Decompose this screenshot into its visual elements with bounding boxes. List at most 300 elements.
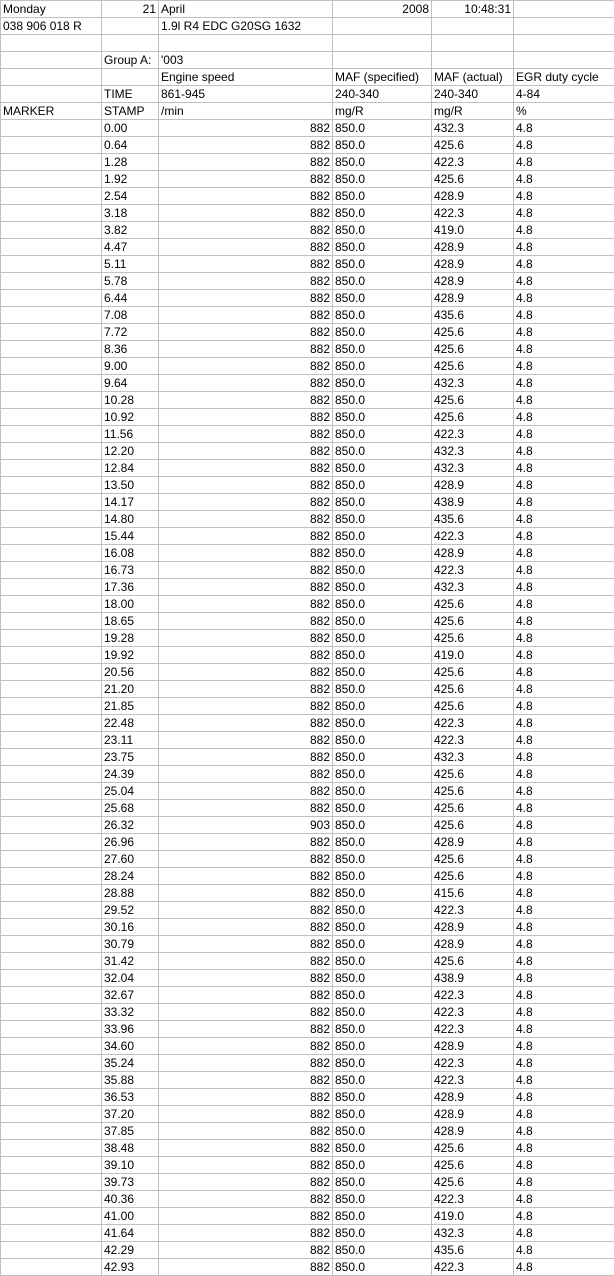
time-stamp-cell[interactable]: 30.16 <box>102 919 159 936</box>
egr-duty-cell[interactable]: 4.8 <box>514 783 614 800</box>
maf-actual-cell[interactable]: 428.9 <box>432 834 514 851</box>
column-name-cell[interactable]: MAF (specified) <box>333 69 432 86</box>
engine-speed-cell[interactable]: 882 <box>159 579 333 596</box>
maf-specified-cell[interactable]: 850.0 <box>333 1055 432 1072</box>
part-number-cell[interactable]: 038 906 018 R <box>1 18 102 35</box>
maf-actual-cell[interactable]: 435.6 <box>432 511 514 528</box>
marker-cell[interactable] <box>1 1259 102 1276</box>
time-stamp-cell[interactable]: 41.64 <box>102 1225 159 1242</box>
marker-cell[interactable] <box>1 154 102 171</box>
marker-cell[interactable] <box>1 137 102 154</box>
time-stamp-cell[interactable]: 12.84 <box>102 460 159 477</box>
empty-cell[interactable] <box>432 18 514 35</box>
engine-speed-cell[interactable]: 882 <box>159 766 333 783</box>
egr-duty-cell[interactable]: 4.8 <box>514 154 614 171</box>
egr-duty-cell[interactable]: 4.8 <box>514 477 614 494</box>
marker-cell[interactable] <box>1 460 102 477</box>
egr-duty-cell[interactable]: 4.8 <box>514 426 614 443</box>
marker-cell[interactable] <box>1 698 102 715</box>
marker-cell[interactable] <box>1 715 102 732</box>
engine-speed-cell[interactable]: 882 <box>159 511 333 528</box>
maf-actual-cell[interactable]: 432.3 <box>432 375 514 392</box>
time-stamp-cell[interactable]: 25.04 <box>102 783 159 800</box>
engine-speed-cell[interactable]: 882 <box>159 477 333 494</box>
maf-actual-cell[interactable]: 425.6 <box>432 596 514 613</box>
maf-specified-cell[interactable]: 850.0 <box>333 970 432 987</box>
empty-cell[interactable] <box>432 52 514 69</box>
time-stamp-cell[interactable]: 35.88 <box>102 1072 159 1089</box>
maf-actual-cell[interactable]: 422.3 <box>432 562 514 579</box>
egr-duty-cell[interactable]: 4.8 <box>514 324 614 341</box>
date-cell[interactable]: 21 <box>102 1 159 18</box>
time-stamp-cell[interactable]: 33.32 <box>102 1004 159 1021</box>
engine-speed-cell[interactable]: 882 <box>159 953 333 970</box>
maf-actual-cell[interactable]: 435.6 <box>432 307 514 324</box>
maf-actual-cell[interactable]: 425.6 <box>432 409 514 426</box>
maf-specified-cell[interactable]: 850.0 <box>333 1191 432 1208</box>
maf-actual-cell[interactable]: 435.6 <box>432 1242 514 1259</box>
group-label-cell[interactable]: Group A: <box>102 52 159 69</box>
egr-duty-cell[interactable]: 4.8 <box>514 392 614 409</box>
engine-speed-cell[interactable]: 882 <box>159 732 333 749</box>
engine-speed-cell[interactable]: 882 <box>159 205 333 222</box>
maf-specified-cell[interactable]: 850.0 <box>333 171 432 188</box>
egr-duty-cell[interactable]: 4.8 <box>514 647 614 664</box>
egr-duty-cell[interactable]: 4.8 <box>514 443 614 460</box>
egr-duty-cell[interactable]: 4.8 <box>514 800 614 817</box>
marker-cell[interactable] <box>1 919 102 936</box>
egr-duty-cell[interactable]: 4.8 <box>514 1106 614 1123</box>
maf-actual-cell[interactable]: 422.3 <box>432 205 514 222</box>
empty-cell[interactable] <box>333 18 432 35</box>
column-range-cell[interactable]: TIME <box>102 86 159 103</box>
marker-cell[interactable] <box>1 239 102 256</box>
maf-specified-cell[interactable]: 850.0 <box>333 1004 432 1021</box>
time-stamp-cell[interactable]: 20.56 <box>102 664 159 681</box>
engine-speed-cell[interactable]: 882 <box>159 137 333 154</box>
engine-speed-cell[interactable]: 882 <box>159 1225 333 1242</box>
empty-cell[interactable] <box>102 35 159 52</box>
maf-specified-cell[interactable]: 850.0 <box>333 749 432 766</box>
engine-speed-cell[interactable]: 882 <box>159 681 333 698</box>
marker-cell[interactable] <box>1 851 102 868</box>
engine-speed-cell[interactable]: 882 <box>159 562 333 579</box>
group-value-cell[interactable]: '003 <box>159 52 333 69</box>
marker-cell[interactable] <box>1 987 102 1004</box>
column-name-cell[interactable]: Engine speed <box>159 69 333 86</box>
engine-speed-cell[interactable]: 882 <box>159 1123 333 1140</box>
egr-duty-cell[interactable]: 4.8 <box>514 1208 614 1225</box>
time-stamp-cell[interactable]: 23.75 <box>102 749 159 766</box>
maf-actual-cell[interactable]: 428.9 <box>432 936 514 953</box>
engine-speed-cell[interactable]: 882 <box>159 970 333 987</box>
engine-speed-cell[interactable]: 882 <box>159 290 333 307</box>
maf-actual-cell[interactable]: 425.6 <box>432 766 514 783</box>
engine-speed-cell[interactable]: 882 <box>159 273 333 290</box>
maf-actual-cell[interactable]: 425.6 <box>432 1157 514 1174</box>
empty-cell[interactable] <box>1 52 102 69</box>
egr-duty-cell[interactable]: 4.8 <box>514 1072 614 1089</box>
time-stamp-cell[interactable]: 33.96 <box>102 1021 159 1038</box>
maf-actual-cell[interactable]: 425.6 <box>432 324 514 341</box>
egr-duty-cell[interactable]: 4.8 <box>514 545 614 562</box>
time-stamp-cell[interactable]: 21.85 <box>102 698 159 715</box>
maf-actual-cell[interactable]: 425.6 <box>432 681 514 698</box>
maf-specified-cell[interactable]: 850.0 <box>333 358 432 375</box>
engine-speed-cell[interactable]: 882 <box>159 1089 333 1106</box>
time-stamp-cell[interactable]: 3.82 <box>102 222 159 239</box>
time-stamp-cell[interactable]: 39.73 <box>102 1174 159 1191</box>
egr-duty-cell[interactable]: 4.8 <box>514 919 614 936</box>
time-stamp-cell[interactable]: 15.44 <box>102 528 159 545</box>
marker-cell[interactable] <box>1 375 102 392</box>
maf-actual-cell[interactable]: 425.6 <box>432 800 514 817</box>
marker-cell[interactable] <box>1 426 102 443</box>
day-cell[interactable]: Monday <box>1 1 102 18</box>
maf-actual-cell[interactable]: 425.6 <box>432 1174 514 1191</box>
marker-cell[interactable] <box>1 749 102 766</box>
engine-speed-cell[interactable]: 882 <box>159 1140 333 1157</box>
time-stamp-cell[interactable]: 14.80 <box>102 511 159 528</box>
egr-duty-cell[interactable]: 4.8 <box>514 698 614 715</box>
time-stamp-cell[interactable]: 23.11 <box>102 732 159 749</box>
marker-cell[interactable] <box>1 188 102 205</box>
maf-specified-cell[interactable]: 850.0 <box>333 936 432 953</box>
maf-specified-cell[interactable]: 850.0 <box>333 613 432 630</box>
engine-speed-cell[interactable]: 882 <box>159 868 333 885</box>
marker-cell[interactable] <box>1 953 102 970</box>
egr-duty-cell[interactable]: 4.8 <box>514 120 614 137</box>
marker-cell[interactable] <box>1 443 102 460</box>
engine-speed-cell[interactable]: 882 <box>159 494 333 511</box>
marker-cell[interactable] <box>1 1038 102 1055</box>
egr-duty-cell[interactable]: 4.8 <box>514 273 614 290</box>
maf-specified-cell[interactable]: 850.0 <box>333 647 432 664</box>
engine-speed-cell[interactable]: 882 <box>159 409 333 426</box>
marker-cell[interactable] <box>1 562 102 579</box>
egr-duty-cell[interactable]: 4.8 <box>514 137 614 154</box>
engine-speed-cell[interactable]: 882 <box>159 596 333 613</box>
maf-actual-cell[interactable]: 419.0 <box>432 647 514 664</box>
marker-cell[interactable] <box>1 868 102 885</box>
maf-actual-cell[interactable]: 428.9 <box>432 273 514 290</box>
engine-speed-cell[interactable]: 882 <box>159 239 333 256</box>
engine-speed-cell[interactable]: 882 <box>159 800 333 817</box>
time-stamp-cell[interactable]: 16.73 <box>102 562 159 579</box>
engine-speed-cell[interactable]: 882 <box>159 1106 333 1123</box>
time-stamp-cell[interactable]: 12.20 <box>102 443 159 460</box>
engine-speed-cell[interactable]: 882 <box>159 1157 333 1174</box>
maf-actual-cell[interactable]: 422.3 <box>432 528 514 545</box>
time-stamp-cell[interactable]: 19.92 <box>102 647 159 664</box>
time-stamp-cell[interactable]: 14.17 <box>102 494 159 511</box>
empty-cell[interactable] <box>514 1 614 18</box>
maf-actual-cell[interactable]: 428.9 <box>432 239 514 256</box>
marker-cell[interactable] <box>1 902 102 919</box>
maf-specified-cell[interactable]: 850.0 <box>333 715 432 732</box>
time-stamp-cell[interactable]: 42.93 <box>102 1259 159 1276</box>
maf-specified-cell[interactable]: 850.0 <box>333 953 432 970</box>
maf-actual-cell[interactable]: 422.3 <box>432 1191 514 1208</box>
time-stamp-cell[interactable]: 34.60 <box>102 1038 159 1055</box>
marker-cell[interactable] <box>1 1055 102 1072</box>
egr-duty-cell[interactable]: 4.8 <box>514 613 614 630</box>
time-stamp-cell[interactable]: 27.60 <box>102 851 159 868</box>
maf-specified-cell[interactable]: 850.0 <box>333 1259 432 1276</box>
maf-specified-cell[interactable]: 850.0 <box>333 1140 432 1157</box>
engine-speed-cell[interactable]: 882 <box>159 154 333 171</box>
maf-specified-cell[interactable]: 850.0 <box>333 1106 432 1123</box>
maf-specified-cell[interactable]: 850.0 <box>333 1208 432 1225</box>
maf-specified-cell[interactable]: 850.0 <box>333 392 432 409</box>
engine-speed-cell[interactable]: 882 <box>159 358 333 375</box>
empty-cell[interactable] <box>514 52 614 69</box>
time-stamp-cell[interactable]: 26.96 <box>102 834 159 851</box>
column-name-cell[interactable] <box>1 69 102 86</box>
column-range-cell[interactable]: 861-945 <box>159 86 333 103</box>
marker-cell[interactable] <box>1 392 102 409</box>
maf-actual-cell[interactable]: 415.6 <box>432 885 514 902</box>
time-stamp-cell[interactable]: 29.52 <box>102 902 159 919</box>
time-stamp-cell[interactable]: 11.56 <box>102 426 159 443</box>
maf-actual-cell[interactable]: 438.9 <box>432 494 514 511</box>
column-range-cell[interactable] <box>1 86 102 103</box>
marker-cell[interactable] <box>1 545 102 562</box>
maf-actual-cell[interactable]: 432.3 <box>432 460 514 477</box>
marker-cell[interactable] <box>1 171 102 188</box>
maf-specified-cell[interactable]: 850.0 <box>333 596 432 613</box>
time-stamp-cell[interactable]: 0.00 <box>102 120 159 137</box>
time-stamp-cell[interactable]: 0.64 <box>102 137 159 154</box>
maf-specified-cell[interactable]: 850.0 <box>333 460 432 477</box>
time-stamp-cell[interactable]: 13.50 <box>102 477 159 494</box>
maf-actual-cell[interactable]: 422.3 <box>432 1055 514 1072</box>
time-cell[interactable]: 10:48:31 <box>432 1 514 18</box>
maf-actual-cell[interactable]: 425.6 <box>432 817 514 834</box>
time-stamp-cell[interactable]: 31.42 <box>102 953 159 970</box>
marker-cell[interactable] <box>1 324 102 341</box>
maf-actual-cell[interactable]: 438.9 <box>432 970 514 987</box>
engine-speed-cell[interactable]: 882 <box>159 171 333 188</box>
maf-specified-cell[interactable]: 850.0 <box>333 1157 432 1174</box>
engine-speed-cell[interactable]: 882 <box>159 783 333 800</box>
maf-actual-cell[interactable]: 428.9 <box>432 188 514 205</box>
egr-duty-cell[interactable]: 4.8 <box>514 188 614 205</box>
engine-speed-cell[interactable]: 882 <box>159 222 333 239</box>
maf-specified-cell[interactable]: 850.0 <box>333 188 432 205</box>
marker-cell[interactable] <box>1 834 102 851</box>
egr-duty-cell[interactable]: 4.8 <box>514 460 614 477</box>
egr-duty-cell[interactable]: 4.8 <box>514 953 614 970</box>
maf-specified-cell[interactable]: 850.0 <box>333 681 432 698</box>
time-stamp-cell[interactable]: 6.44 <box>102 290 159 307</box>
time-stamp-cell[interactable]: 9.00 <box>102 358 159 375</box>
engine-speed-cell[interactable]: 882 <box>159 664 333 681</box>
marker-cell[interactable] <box>1 630 102 647</box>
engine-speed-cell[interactable]: 882 <box>159 1055 333 1072</box>
engine-speed-cell[interactable]: 882 <box>159 1259 333 1276</box>
engine-speed-cell[interactable]: 903 <box>159 817 333 834</box>
maf-specified-cell[interactable]: 850.0 <box>333 817 432 834</box>
maf-specified-cell[interactable]: 850.0 <box>333 579 432 596</box>
maf-actual-cell[interactable]: 425.6 <box>432 1140 514 1157</box>
maf-specified-cell[interactable]: 850.0 <box>333 154 432 171</box>
maf-specified-cell[interactable]: 850.0 <box>333 1225 432 1242</box>
empty-cell[interactable] <box>333 35 432 52</box>
empty-cell[interactable] <box>333 52 432 69</box>
engine-speed-cell[interactable]: 882 <box>159 460 333 477</box>
maf-actual-cell[interactable]: 422.3 <box>432 1259 514 1276</box>
maf-specified-cell[interactable]: 850.0 <box>333 290 432 307</box>
maf-specified-cell[interactable]: 850.0 <box>333 239 432 256</box>
maf-actual-cell[interactable]: 422.3 <box>432 1004 514 1021</box>
maf-specified-cell[interactable]: 850.0 <box>333 851 432 868</box>
time-stamp-cell[interactable]: 1.92 <box>102 171 159 188</box>
maf-actual-cell[interactable]: 428.9 <box>432 545 514 562</box>
egr-duty-cell[interactable]: 4.8 <box>514 1021 614 1038</box>
engine-speed-cell[interactable]: 882 <box>159 851 333 868</box>
empty-cell[interactable] <box>1 35 102 52</box>
time-stamp-cell[interactable]: 8.36 <box>102 341 159 358</box>
time-stamp-cell[interactable]: 28.88 <box>102 885 159 902</box>
maf-specified-cell[interactable]: 850.0 <box>333 205 432 222</box>
egr-duty-cell[interactable]: 4.8 <box>514 851 614 868</box>
maf-specified-cell[interactable]: 850.0 <box>333 1242 432 1259</box>
marker-cell[interactable] <box>1 341 102 358</box>
marker-cell[interactable] <box>1 1191 102 1208</box>
maf-specified-cell[interactable]: 850.0 <box>333 120 432 137</box>
engine-speed-cell[interactable]: 882 <box>159 613 333 630</box>
time-stamp-cell[interactable]: 7.08 <box>102 307 159 324</box>
engine-speed-cell[interactable]: 882 <box>159 528 333 545</box>
maf-actual-cell[interactable]: 422.3 <box>432 715 514 732</box>
egr-duty-cell[interactable]: 4.8 <box>514 1055 614 1072</box>
maf-actual-cell[interactable]: 432.3 <box>432 120 514 137</box>
maf-actual-cell[interactable]: 428.9 <box>432 477 514 494</box>
egr-duty-cell[interactable]: 4.8 <box>514 1174 614 1191</box>
empty-cell[interactable] <box>514 35 614 52</box>
time-stamp-cell[interactable]: 10.92 <box>102 409 159 426</box>
engine-speed-cell[interactable]: 882 <box>159 1004 333 1021</box>
engine-speed-cell[interactable]: 882 <box>159 120 333 137</box>
empty-cell[interactable] <box>102 18 159 35</box>
maf-actual-cell[interactable]: 428.9 <box>432 1123 514 1140</box>
time-stamp-cell[interactable]: 38.48 <box>102 1140 159 1157</box>
egr-duty-cell[interactable]: 4.8 <box>514 817 614 834</box>
engine-speed-cell[interactable]: 882 <box>159 341 333 358</box>
maf-actual-cell[interactable]: 419.0 <box>432 1208 514 1225</box>
egr-duty-cell[interactable]: 4.8 <box>514 1123 614 1140</box>
maf-specified-cell[interactable]: 850.0 <box>333 732 432 749</box>
marker-cell[interactable] <box>1 256 102 273</box>
egr-duty-cell[interactable]: 4.8 <box>514 970 614 987</box>
maf-specified-cell[interactable]: 850.0 <box>333 698 432 715</box>
maf-actual-cell[interactable]: 422.3 <box>432 902 514 919</box>
engine-speed-cell[interactable]: 882 <box>159 919 333 936</box>
egr-duty-cell[interactable]: 4.8 <box>514 936 614 953</box>
marker-cell[interactable] <box>1 290 102 307</box>
egr-duty-cell[interactable]: 4.8 <box>514 715 614 732</box>
engine-speed-cell[interactable]: 882 <box>159 1072 333 1089</box>
maf-actual-cell[interactable]: 425.6 <box>432 868 514 885</box>
time-stamp-cell[interactable]: 32.67 <box>102 987 159 1004</box>
time-stamp-cell[interactable]: 40.36 <box>102 1191 159 1208</box>
marker-cell[interactable] <box>1 1225 102 1242</box>
egr-duty-cell[interactable]: 4.8 <box>514 222 614 239</box>
egr-duty-cell[interactable]: 4.8 <box>514 987 614 1004</box>
maf-actual-cell[interactable]: 419.0 <box>432 222 514 239</box>
engine-speed-cell[interactable]: 882 <box>159 324 333 341</box>
engine-speed-cell[interactable]: 882 <box>159 375 333 392</box>
maf-specified-cell[interactable]: 850.0 <box>333 494 432 511</box>
egr-duty-cell[interactable]: 4.8 <box>514 409 614 426</box>
maf-specified-cell[interactable]: 850.0 <box>333 375 432 392</box>
marker-cell[interactable] <box>1 511 102 528</box>
egr-duty-cell[interactable]: 4.8 <box>514 528 614 545</box>
marker-cell[interactable] <box>1 494 102 511</box>
maf-specified-cell[interactable]: 850.0 <box>333 1021 432 1038</box>
maf-actual-cell[interactable]: 425.6 <box>432 137 514 154</box>
egr-duty-cell[interactable]: 4.8 <box>514 290 614 307</box>
marker-cell[interactable] <box>1 664 102 681</box>
maf-actual-cell[interactable]: 425.6 <box>432 851 514 868</box>
egr-duty-cell[interactable]: 4.8 <box>514 239 614 256</box>
month-cell[interactable]: April <box>159 1 333 18</box>
time-stamp-cell[interactable]: 4.47 <box>102 239 159 256</box>
egr-duty-cell[interactable]: 4.8 <box>514 732 614 749</box>
marker-cell[interactable] <box>1 1106 102 1123</box>
engine-speed-cell[interactable]: 882 <box>159 1191 333 1208</box>
engine-speed-cell[interactable]: 882 <box>159 188 333 205</box>
maf-actual-cell[interactable]: 425.6 <box>432 630 514 647</box>
marker-cell[interactable] <box>1 970 102 987</box>
maf-specified-cell[interactable]: 850.0 <box>333 443 432 460</box>
maf-actual-cell[interactable]: 428.9 <box>432 1106 514 1123</box>
maf-actual-cell[interactable]: 428.9 <box>432 256 514 273</box>
year-cell[interactable]: 2008 <box>333 1 432 18</box>
marker-cell[interactable] <box>1 647 102 664</box>
time-stamp-cell[interactable]: 5.11 <box>102 256 159 273</box>
time-stamp-cell[interactable]: 16.08 <box>102 545 159 562</box>
column-unit-cell[interactable]: STAMP <box>102 103 159 120</box>
egr-duty-cell[interactable]: 4.8 <box>514 1225 614 1242</box>
marker-cell[interactable] <box>1 681 102 698</box>
marker-cell[interactable] <box>1 528 102 545</box>
maf-specified-cell[interactable]: 850.0 <box>333 834 432 851</box>
engine-speed-cell[interactable]: 882 <box>159 1021 333 1038</box>
maf-specified-cell[interactable]: 850.0 <box>333 307 432 324</box>
column-range-cell[interactable]: 240-340 <box>432 86 514 103</box>
time-stamp-cell[interactable]: 37.85 <box>102 1123 159 1140</box>
maf-specified-cell[interactable]: 850.0 <box>333 919 432 936</box>
egr-duty-cell[interactable]: 4.8 <box>514 1140 614 1157</box>
marker-cell[interactable] <box>1 222 102 239</box>
egr-duty-cell[interactable]: 4.8 <box>514 1242 614 1259</box>
engine-speed-cell[interactable]: 882 <box>159 834 333 851</box>
time-stamp-cell[interactable]: 39.10 <box>102 1157 159 1174</box>
maf-actual-cell[interactable]: 432.3 <box>432 579 514 596</box>
time-stamp-cell[interactable]: 7.72 <box>102 324 159 341</box>
egr-duty-cell[interactable]: 4.8 <box>514 885 614 902</box>
marker-cell[interactable] <box>1 766 102 783</box>
maf-specified-cell[interactable]: 850.0 <box>333 409 432 426</box>
marker-cell[interactable] <box>1 596 102 613</box>
maf-specified-cell[interactable]: 850.0 <box>333 1038 432 1055</box>
maf-specified-cell[interactable]: 850.0 <box>333 766 432 783</box>
time-stamp-cell[interactable]: 30.79 <box>102 936 159 953</box>
maf-actual-cell[interactable]: 425.6 <box>432 392 514 409</box>
marker-cell[interactable] <box>1 1242 102 1259</box>
